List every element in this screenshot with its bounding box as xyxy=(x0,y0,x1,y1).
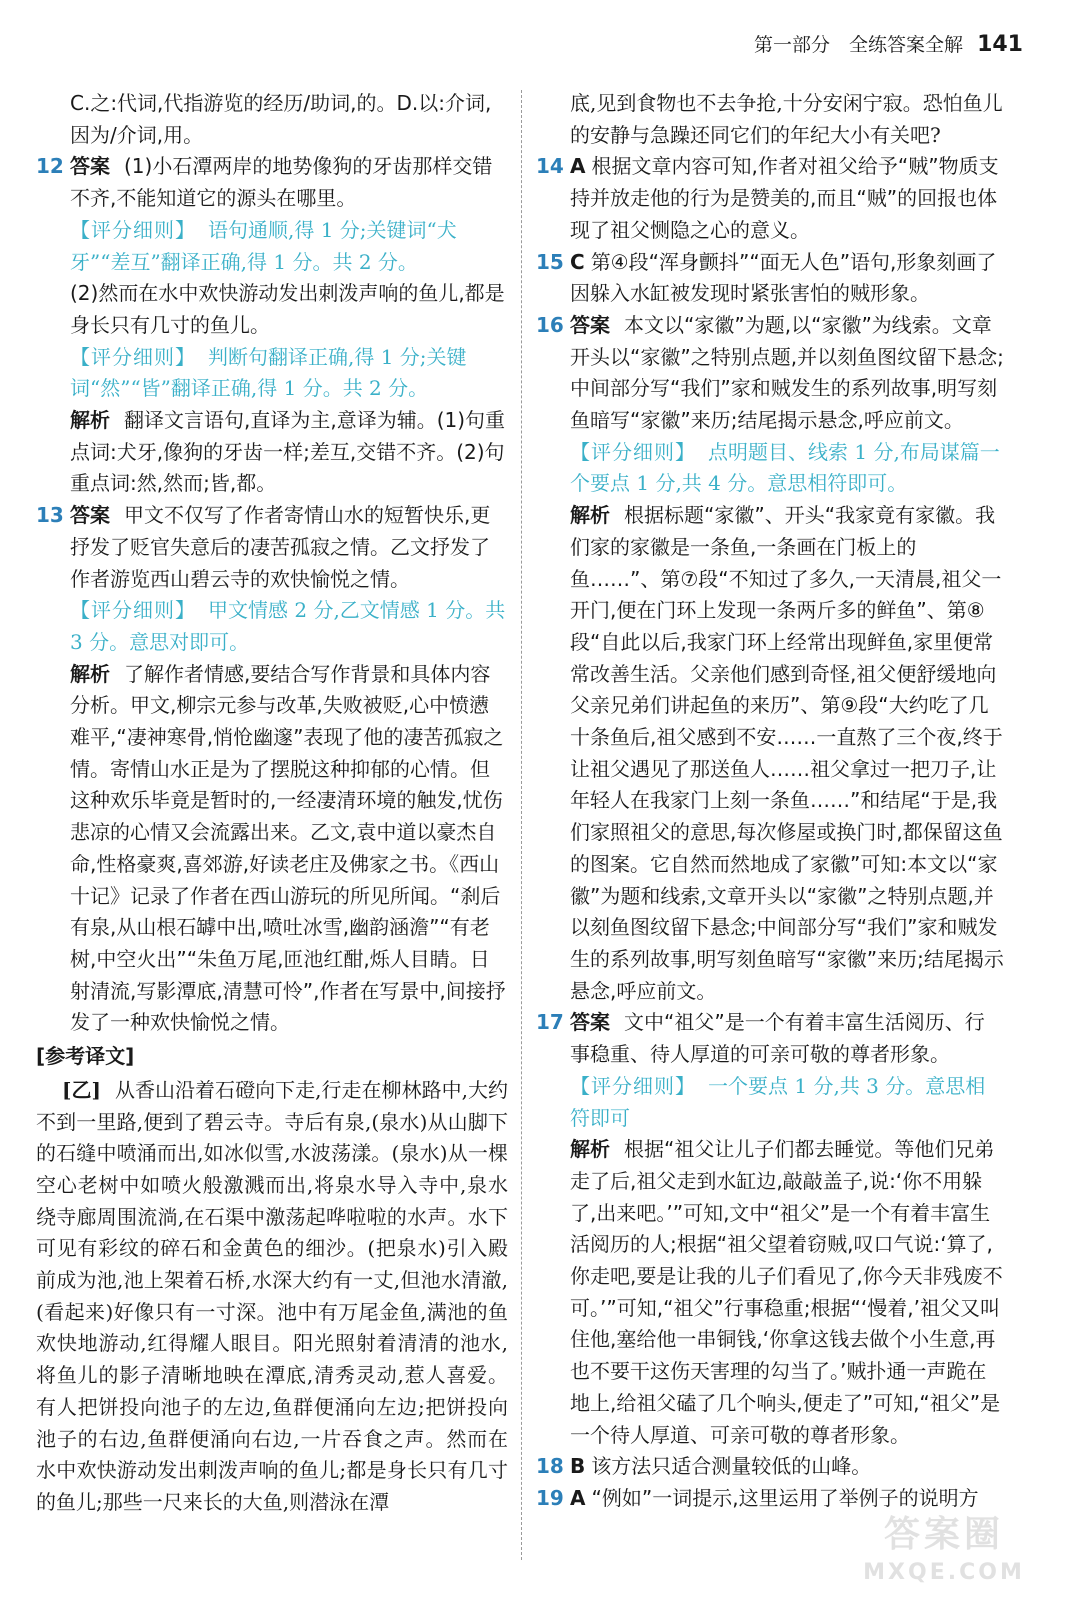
question-number: 19 xyxy=(536,1485,564,1510)
question-number: 13 xyxy=(36,503,64,528)
question-16 xyxy=(536,310,1004,1007)
answer-label: 答案 xyxy=(70,503,110,528)
right-column xyxy=(536,88,1004,1515)
explanation-text: 该方法只适合测量较低的山峰。 xyxy=(591,1454,872,1479)
question-14 xyxy=(536,151,1004,246)
question-number: 15 xyxy=(536,249,564,274)
page-number: 141 xyxy=(977,32,1023,57)
analysis-label: 解析 xyxy=(570,503,610,528)
answer-label: 答案 xyxy=(570,1010,610,1035)
question-number: 12 xyxy=(36,154,64,179)
explanation-text: 根据文章内容可知,作者对祖父给予“贼”物质支持并放走他的行为是赞美的,而且“贼”的回报也体现了祖父恻隐之心的意义。 xyxy=(570,154,999,242)
explanation-text: “例如”一词提示,这里运用了举例子的说明方 xyxy=(591,1485,979,1510)
analysis-label: 解析 xyxy=(570,1137,610,1162)
question-19 xyxy=(536,1483,1004,1515)
answer-label: 答案 xyxy=(70,154,110,179)
choice-letter: B xyxy=(570,1454,586,1479)
intro-text: C.之:代词,代指游览的经历/助词,的。D.以:介词,因为/介词,用。 xyxy=(70,91,492,147)
analysis-text: 根据标题“家徽”、开头“我家竟有家徽。我们家的家徽是一条鱼,一条画在门板上的鱼……”、第⑦段“不知过了多久,一天清晨,祖父一开门,便在门环上发现一条两斤多的鲜鱼”、第⑧段“自此以后,我家门环上经常出现鲜鱼,家里便常常改善生活。父亲他们感到奇怪,祖父便舒缓地向父亲兄弟们讲起鱼的来历”、第⑨段“大约吃了几十条鱼后,祖父感到不安……一直熬了三个夜,终于让祖父遇见了那送鱼人……祖父拿过一把刀子,让年轻人在我家门上刻一条鱼……”和结尾“于是,我们家照祖父的意思,每次修屋或换门时,都保留这鱼的图案。它自然而然地成了家徽”可知:本文以“家徽”为题和线索,文章开头以“家徽”之特别点题,并以刻鱼图纹留下悬念;中间部分写“我们”家和贼发生的系列故事,明写刻鱼暗写“家徽”来历;结尾揭示悬念,呼应前文。 xyxy=(570,503,1004,1003)
answer-text: 本文以“家徽”为题,以“家徽”为线索。文章开头以“家徽”之特别点题,并以刻鱼图纹留下悬念;中间部分写“我们”家和贼发生的系列故事,明写刻鱼暗写“家徽”来历;结尾揭示悬念,呼应前文。 xyxy=(570,312,1004,433)
choice-letter: A xyxy=(570,1485,586,1510)
analysis-label: 解析 xyxy=(70,408,110,433)
answer-label: 答案 xyxy=(570,312,610,337)
analysis-label: 解析 xyxy=(70,661,110,686)
choice-letter: A xyxy=(570,154,586,179)
question-number: 16 xyxy=(536,312,564,337)
analysis-text: 翻译文言语句,直译为主,意译为辅。(1)句重点词:犬牙,像狗的牙齿一样;差互,交错不齐。(2)句重点词:然,然而;皆,都。 xyxy=(70,408,506,496)
column-divider xyxy=(521,90,522,1560)
translation-lead: [乙] xyxy=(62,1077,101,1102)
question-number: 14 xyxy=(536,154,564,179)
translation-continuation: 底,见到食物也不去争抢,十分安闲宁寂。恐怕鱼儿的安静与急躁还同它们的年纪大小有关吧? xyxy=(570,91,1003,147)
reference-translation xyxy=(36,1075,508,1519)
section-title: 第一部分 全练答案全解 xyxy=(754,34,964,56)
question-13 xyxy=(36,500,508,1039)
answer-text: (1)小石潭两岸的地势像狗的牙齿那样交错不齐,不能知道它的源头在哪里。 xyxy=(70,154,493,211)
answer-text: 甲文不仅写了作者寄情山水的短暂快乐,更抒发了贬官失意后的凄苦孤寂之情。乙文抒发了作者游览西山碧云寺的欢快愉悦之情。 xyxy=(70,503,491,591)
answer-text: 文中“祖父”是一个有着丰富生活阅历、行事稳重、待人厚道的可亲可敬的尊者形象。 xyxy=(570,1010,985,1067)
grading-note-2: 【评分细则】 判断句翻译正确,得 1 分;关键词“然”“皆”翻译正确,得 1 分。共 2 分。 xyxy=(70,344,467,401)
question-17 xyxy=(536,1007,1004,1451)
question-12 xyxy=(36,151,508,500)
question-18 xyxy=(536,1451,1004,1483)
explanation-text: 第④段“浑身颤抖”“面无人色”语句,形象刻画了因躲入水缸被发现时紧张害怕的贼形象。 xyxy=(570,249,997,306)
grading-note: 【评分细则】 甲文情感 2 分,乙文情感 1 分。共 3 分。意思对即可。 xyxy=(70,598,506,654)
question-15 xyxy=(536,247,1004,310)
left-column xyxy=(36,88,508,1519)
grading-note: 【评分细则】 点明题目、线索 1 分,布局谋篇一个要点 1 分,共 4 分。意思相符即可。 xyxy=(570,439,1000,496)
analysis-text: 了解作者情感,要结合写作背景和具体内容分析。甲文,柳宗元参与改革,失败被贬,心中愤懑难平,“凄神寒骨,悄怆幽邃”表现了他的凄苦孤寂之情。寄情山水正是为了摆脱这种抑郁的心情。但这种欢乐毕竟是暂时的,一经凄清环境的触发,忧伤悲凉的心情又会流露出来。乙文,袁中道以豪杰自命,性格豪爽,喜郊游,好读老庄及佛家之书。《西山十记》记录了作者在西山游玩的所见所闻。“刹后有泉,从山根石罅中出,喷吐冰雪,幽韵涵澹”“有老树,中空火出”“朱鱼万尾,匝池红酣,烁人目睛。日射清流,写影潭底,清慧可怜”,作者在写景中,间接抒发了一种欢快愉悦之情。 xyxy=(70,661,506,1035)
analysis-text: 根据“祖父让儿子们都去睡觉。等他们兄弟走了后,祖父走到水缸边,敲敲盖子,说:‘你不用躲了,出来吧。’”可知,文中“祖父”是一个有着丰富生活阅历的人;根据“祖父望着窃贼,叹口气说:‘算了,你走吧,要是让我的儿子们看见了,你今天非残废不可。’”可知,“祖父”行事稳重;根据“‘慢着,’祖父又叫住他,塞给他一串铜钱,‘你拿这钱去做个小生意,再也不要干这伤天害理的勾当了。’贼扑通一声跪在地上,给祖父磕了几个响头,便走了”可知,“祖父”是一个待人厚道、可亲可敬的尊者形象。 xyxy=(570,1137,1003,1447)
watermark-logo: 答案圈 MXQE.COM xyxy=(863,1514,1025,1585)
choice-letter: C xyxy=(570,249,585,274)
answer-text-2: (2)然而在水中欢快游动发出刺泼声响的鱼儿,都是身长只有几寸的鱼儿。 xyxy=(70,281,505,337)
question-number: 17 xyxy=(536,1010,564,1035)
grading-note: 【评分细则】 语句通顺,得 1 分;关键词“犬牙”“差互”翻译正确,得 1 分。共 2 分。 xyxy=(70,217,457,274)
question-number: 18 xyxy=(536,1454,564,1479)
page-header xyxy=(754,30,1023,70)
reference-translation-title: [参考译文] xyxy=(36,1044,135,1069)
grading-note: 【评分细则】 一个要点 1 分,共 3 分。意思相符即可 xyxy=(570,1073,986,1130)
translation-text: 从香山沿着石磴向下走,行走在柳林路中,大约不到一里路,便到了碧云寺。寺后有泉,(泉水)从山脚下的石缝中喷涌而出,如冰似雪,水波荡漾。(泉水)从一棵空心老树中如喷火般激溅而出,将泉水导入寺中,泉水绕寺廊周围流淌,在石渠中激荡起哗啦啦的水声。水下可见有彩纹的碎石和金黄色的细沙。(把泉水)引入殿前成为池,池上架着石桥,水深大约有一丈,但池水清澈,(看起来)好像只有一寸深。池中有万尾金鱼,满池的鱼欢快地游动,红得耀人眼目。阳光照射着清清的池水,将鱼儿的影子清晰地映在潭底,清秀灵动,惹人喜爱。有人把饼投向池子的左边,鱼群便涌向左边;把饼投向池子的右边,鱼群便涌向右边,一片吞食之声。然而在水中欢快游动发出刺泼声响的鱼儿;都是身长只有几寸的鱼儿;那些一尺来长的大鱼,则潜泳在潭 xyxy=(36,1077,508,1514)
